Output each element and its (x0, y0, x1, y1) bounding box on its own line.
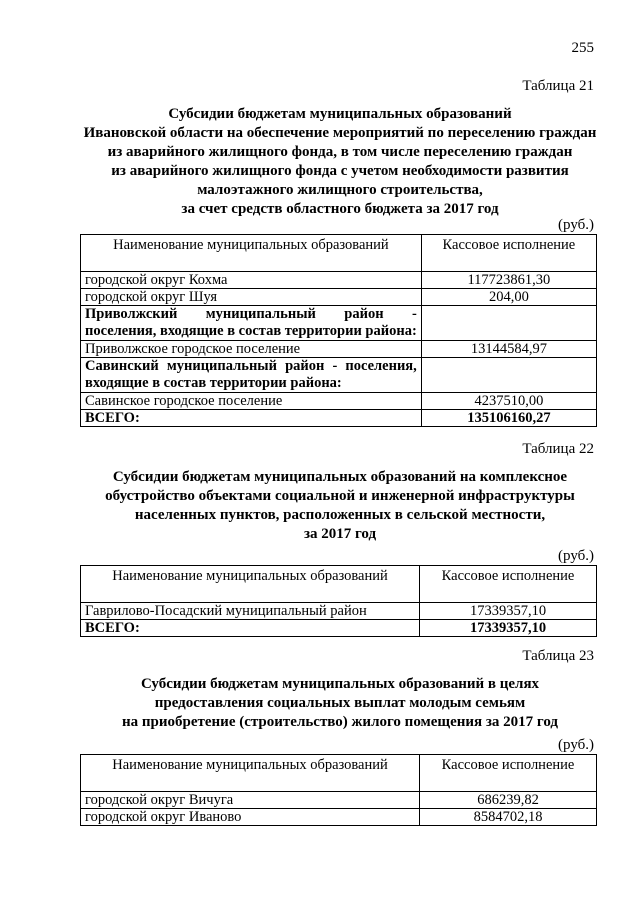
table-row (81, 341, 597, 358)
row-name: городской округ Кохма (81, 272, 422, 289)
table-row (81, 792, 597, 809)
table-row-group-heading (81, 306, 597, 341)
row-value: 117723861,30 (421, 272, 596, 289)
row-name: Гаврилово-Посадский муниципальный район (81, 603, 420, 620)
row-name-line: Савинский муниципальный район - поселения, (85, 358, 417, 374)
table-22-unit: (руб.) (558, 548, 594, 564)
column-header-value: Кассовое исполнение (420, 566, 597, 603)
row-name: Савинское городское поселение (81, 393, 422, 410)
table-21-unit: (руб.) (558, 217, 594, 233)
table-header-row (81, 235, 597, 272)
table-22-label: Таблица 22 (522, 441, 594, 457)
row-value (421, 358, 596, 393)
total-value: 135106160,27 (421, 410, 596, 427)
row-name-line: поселения, входящие в состав территории района: (85, 323, 417, 339)
row-name (81, 306, 422, 341)
total-label: ВСЕГО: (81, 410, 422, 427)
row-name: Приволжское городское поселение (81, 341, 422, 358)
table-21 (80, 234, 597, 427)
row-name: городской округ Шуя (81, 289, 422, 306)
row-name (81, 358, 422, 393)
table-23-unit: (руб.) (558, 737, 594, 753)
row-name: городской округ Иваново (81, 809, 420, 826)
table-total-row (81, 620, 597, 637)
column-header-name: Наименование муниципальных образований (81, 235, 422, 272)
table-total-row (81, 410, 597, 427)
table-23-label: Таблица 23 (522, 648, 594, 664)
table-23-title: Субсидии бюджетам муниципальных образований в целях предоставления социальных выплат молодым семьям на приобретение (строительство) жилого помещения за 2017 год (121, 676, 559, 730)
table-21-label: Таблица 21 (522, 78, 594, 94)
table-row (81, 393, 597, 410)
row-name: городской округ Вичуга (81, 792, 420, 809)
row-name-line: Приволжский муниципальный район - (85, 306, 417, 322)
total-label: ВСЕГО: (81, 620, 420, 637)
row-value (421, 306, 596, 341)
column-header-value: Кассовое исполнение (421, 235, 596, 272)
table-row (81, 289, 597, 306)
row-name-line: входящие в состав территории района: (85, 375, 342, 391)
table-row (81, 603, 597, 620)
table-23 (80, 754, 597, 826)
table-row (81, 809, 597, 826)
table-row-group-heading (81, 358, 597, 393)
column-header-value: Кассовое исполнение (420, 755, 597, 792)
table-22 (80, 565, 597, 637)
row-value: 8584702,18 (420, 809, 597, 826)
table-header-row (81, 755, 597, 792)
page-number: 255 (571, 40, 594, 56)
row-value: 686239,82 (420, 792, 597, 809)
table-21-title: Субсидии бюджетам муниципальных образований Ивановской области на обеспечение мероприятий по переселению граждан из аварийного жилищного фонда, в том числе переселению граждан из аварийного жилищного фонда с учетом необходимости развития малоэтажного жилищного строительства, за счет средств областного бюджета за 2017 год (83, 106, 597, 217)
table-row (81, 272, 597, 289)
row-value: 204,00 (421, 289, 596, 306)
table-header-row (81, 566, 597, 603)
row-value: 13144584,97 (421, 341, 596, 358)
row-value: 17339357,10 (420, 603, 597, 620)
column-header-name: Наименование муниципальных образований (81, 566, 420, 603)
total-value: 17339357,10 (420, 620, 597, 637)
row-value: 4237510,00 (421, 393, 596, 410)
column-header-name: Наименование муниципальных образований (81, 755, 420, 792)
table-22-title: Субсидии бюджетам муниципальных образований на комплексное обустройство объектами социальной и инженерной инфраструктуры населенных пунктов, расположенных в сельской местности, за 2017 год (105, 469, 575, 542)
